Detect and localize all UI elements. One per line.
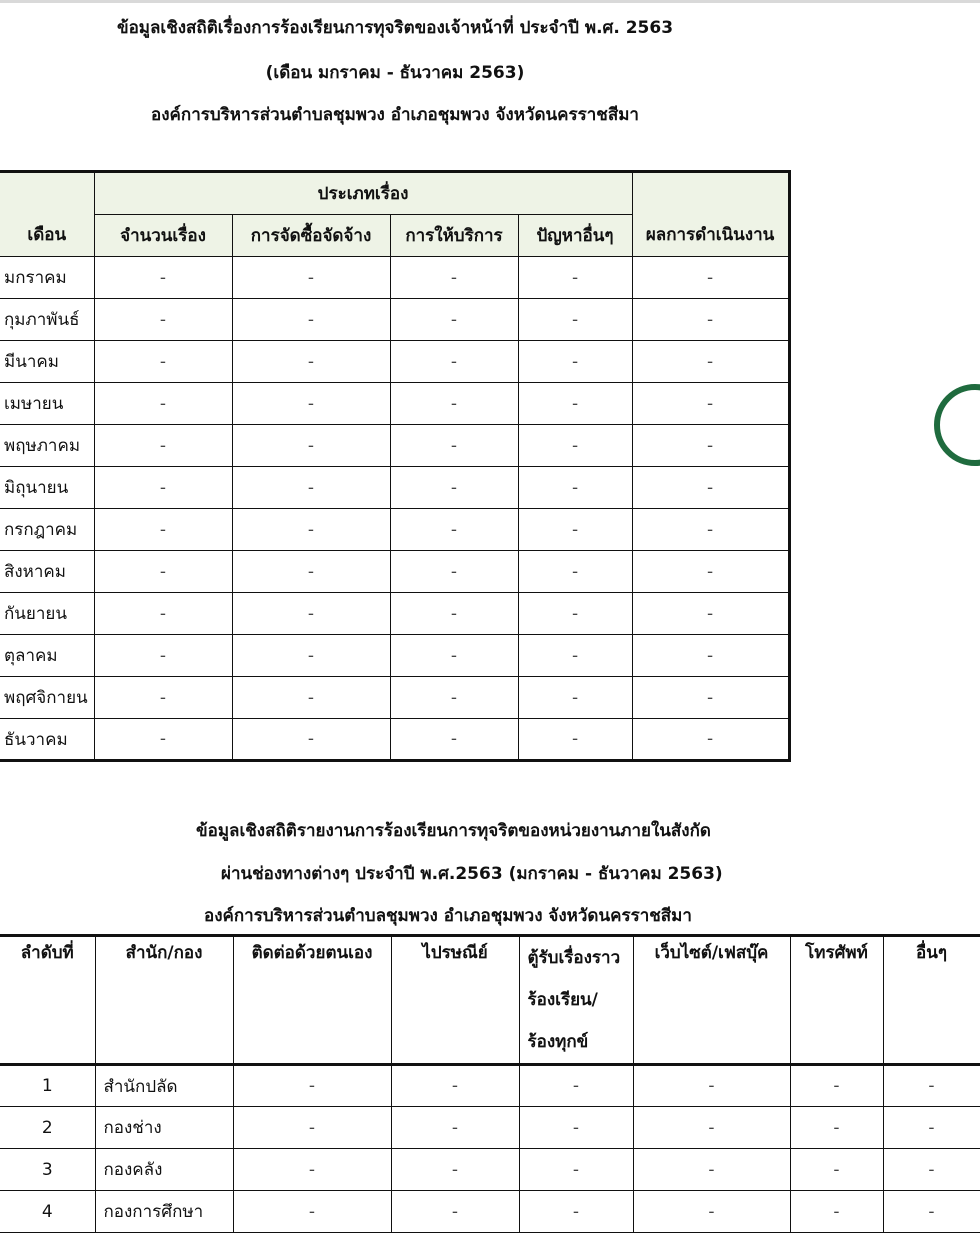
value-cell: - <box>94 593 232 635</box>
section1-title-line1 <box>0 14 790 41</box>
value-cell: - <box>633 1065 790 1107</box>
table-row <box>0 1149 980 1191</box>
value-cell: - <box>232 719 390 761</box>
section2-title-text1: ข้อมูลเชิงสถิติรายงานการร้องเรียนการทุจริตของหน่วยงานภายในสังกัด <box>196 821 711 841</box>
month-cell: พฤษภาคม <box>0 425 94 467</box>
value-cell: - <box>632 551 789 593</box>
header-month: เดือน <box>0 172 94 257</box>
value-cell: - <box>518 509 632 551</box>
value-cell: - <box>94 719 232 761</box>
value-cell: - <box>232 383 390 425</box>
value-cell: - <box>390 299 518 341</box>
header-other: ปัญหาอื่นๆ <box>518 215 632 257</box>
month-cell: พฤศจิกายน <box>0 677 94 719</box>
value-cell: - <box>790 1149 883 1191</box>
value-cell: - <box>519 1191 633 1233</box>
value-cell: - <box>391 1107 519 1149</box>
month-cell: สิงหาคม <box>0 551 94 593</box>
header-service: การให้บริการ <box>390 215 518 257</box>
value-cell: - <box>232 467 390 509</box>
section2-title-line2 <box>0 860 980 887</box>
value-cell: - <box>232 299 390 341</box>
value-cell: - <box>94 635 232 677</box>
value-cell: - <box>633 1107 790 1149</box>
value-cell: - <box>390 509 518 551</box>
table-row <box>0 467 789 509</box>
value-cell: - <box>232 677 390 719</box>
section2-title-line1 <box>0 817 980 844</box>
table-row <box>0 383 789 425</box>
value-cell: - <box>632 299 789 341</box>
value-cell: - <box>518 425 632 467</box>
table-row <box>0 1191 980 1233</box>
value-cell: - <box>883 1065 980 1107</box>
table-row <box>0 509 789 551</box>
value-cell: - <box>390 467 518 509</box>
value-cell: - <box>518 467 632 509</box>
value-cell: - <box>232 509 390 551</box>
value-cell: - <box>632 425 789 467</box>
value-cell: - <box>232 551 390 593</box>
value-cell: - <box>390 257 518 299</box>
section1-title-text2: (เดือน มกราคม - ธันวาคม 2563) <box>265 63 525 83</box>
value-cell: - <box>790 1107 883 1149</box>
value-cell: - <box>233 1149 391 1191</box>
header-phone: โทรศัพท์ <box>790 936 883 1065</box>
value-cell: - <box>94 299 232 341</box>
value-cell: - <box>519 1107 633 1149</box>
header-no: ลำดับที่ <box>0 936 95 1065</box>
value-cell: - <box>233 1107 391 1149</box>
row-number-cell: 3 <box>0 1149 95 1191</box>
header-in-person: ติดต่อด้วยตนเอง <box>233 936 391 1065</box>
table-row <box>0 425 789 467</box>
partial-logo-icon <box>934 384 980 466</box>
office-name-cell: กองคลัง <box>95 1149 233 1191</box>
value-cell: - <box>518 299 632 341</box>
value-cell: - <box>518 383 632 425</box>
value-cell: - <box>232 635 390 677</box>
table-row <box>0 257 789 299</box>
header-complaint-box <box>519 936 633 1065</box>
header-box-line2: ร้องเรียน/ <box>527 990 598 1010</box>
section2-title-line3 <box>0 902 980 929</box>
value-cell: - <box>518 257 632 299</box>
value-cell: - <box>390 425 518 467</box>
value-cell: - <box>232 593 390 635</box>
table-row <box>0 635 789 677</box>
value-cell: - <box>632 677 789 719</box>
value-cell: - <box>883 1191 980 1233</box>
value-cell: - <box>94 341 232 383</box>
top-border-line <box>0 0 980 3</box>
header-box-line1: ตู้รับเรื่องราว <box>527 948 621 968</box>
month-cell: เมษายน <box>0 383 94 425</box>
value-cell: - <box>390 341 518 383</box>
value-cell: - <box>94 551 232 593</box>
month-cell: ธันวาคม <box>0 719 94 761</box>
month-cell: ตุลาคม <box>0 635 94 677</box>
header-procurement: การจัดซื้อจัดจ้าง <box>232 215 390 257</box>
value-cell: - <box>883 1107 980 1149</box>
value-cell: - <box>633 1191 790 1233</box>
value-cell: - <box>94 257 232 299</box>
value-cell: - <box>519 1065 633 1107</box>
row-number-cell: 1 <box>0 1065 95 1107</box>
header-web: เว็บไซต์/เฟสบุ๊ค <box>633 936 790 1065</box>
value-cell: - <box>390 383 518 425</box>
complaints-by-channel-table <box>0 934 980 1233</box>
header-office: สำนัก/กอง <box>95 936 233 1065</box>
section1-title-line3 <box>0 101 790 128</box>
value-cell: - <box>632 635 789 677</box>
value-cell: - <box>232 341 390 383</box>
table-row <box>0 719 789 761</box>
section1-title-text1: ข้อมูลเชิงสถิติเรื่องการร้องเรียนการทุจริตของเจ้าหน้าที่ ประจำปี พ.ศ. 2563 <box>116 18 674 38</box>
month-cell: มีนาคม <box>0 341 94 383</box>
value-cell: - <box>391 1149 519 1191</box>
value-cell: - <box>390 719 518 761</box>
value-cell: - <box>632 593 789 635</box>
value-cell: - <box>632 509 789 551</box>
value-cell: - <box>390 635 518 677</box>
row-number-cell: 2 <box>0 1107 95 1149</box>
value-cell: - <box>233 1065 391 1107</box>
table-row <box>0 677 789 719</box>
value-cell: - <box>518 635 632 677</box>
table-row <box>0 1107 980 1149</box>
month-cell: กุมภาพันธ์ <box>0 299 94 341</box>
value-cell: - <box>390 551 518 593</box>
row-number-cell: 4 <box>0 1191 95 1233</box>
office-name-cell: สำนักปลัด <box>95 1065 233 1107</box>
header-result: ผลการดำเนินงาน <box>632 172 789 257</box>
header-category-group: ประเภทเรื่อง <box>94 172 632 215</box>
value-cell: - <box>94 467 232 509</box>
value-cell: - <box>632 341 789 383</box>
value-cell: - <box>632 383 789 425</box>
logo-clip <box>900 370 980 480</box>
value-cell: - <box>790 1065 883 1107</box>
value-cell: - <box>518 677 632 719</box>
complaints-by-month-table <box>0 170 791 762</box>
value-cell: - <box>94 677 232 719</box>
office-name-cell: กองการศึกษา <box>95 1191 233 1233</box>
value-cell: - <box>518 551 632 593</box>
value-cell: - <box>94 383 232 425</box>
value-cell: - <box>518 341 632 383</box>
value-cell: - <box>94 425 232 467</box>
month-cell: มกราคม <box>0 257 94 299</box>
value-cell: - <box>519 1149 633 1191</box>
month-cell: มิถุนายน <box>0 467 94 509</box>
value-cell: - <box>883 1149 980 1191</box>
section2-title-text2: ผ่านช่องทางต่างๆ ประจำปี พ.ศ.2563 (มกราคม - ธันวาคม 2563) <box>221 864 723 884</box>
table-row <box>0 551 789 593</box>
header-other-channel: อื่นๆ <box>883 936 980 1065</box>
value-cell: - <box>518 719 632 761</box>
header-count: จำนวนเรื่อง <box>94 215 232 257</box>
month-cell: กันยายน <box>0 593 94 635</box>
value-cell: - <box>518 593 632 635</box>
header-post: ไปรษณีย์ <box>391 936 519 1065</box>
value-cell: - <box>633 1149 790 1191</box>
table-row <box>0 593 789 635</box>
value-cell: - <box>94 509 232 551</box>
value-cell: - <box>632 467 789 509</box>
table-row <box>0 299 789 341</box>
table-row <box>0 341 789 383</box>
value-cell: - <box>391 1065 519 1107</box>
section1-title-line2 <box>0 59 790 86</box>
table-row <box>0 1065 980 1107</box>
value-cell: - <box>632 719 789 761</box>
value-cell: - <box>232 257 390 299</box>
value-cell: - <box>632 257 789 299</box>
value-cell: - <box>233 1191 391 1233</box>
value-cell: - <box>390 593 518 635</box>
office-name-cell: กองช่าง <box>95 1107 233 1149</box>
section2-title-text3: องค์การบริหารส่วนตำบลชุมพวง อำเภอชุมพวง จังหวัดนครราชสีมา <box>204 906 692 926</box>
value-cell: - <box>391 1191 519 1233</box>
value-cell: - <box>390 677 518 719</box>
header-box-line3: ร้องทุกข์ <box>527 1032 589 1052</box>
month-cell: กรกฎาคม <box>0 509 94 551</box>
value-cell: - <box>790 1191 883 1233</box>
section1-title-text3: องค์การบริหารส่วนตำบลชุมพวง อำเภอชุมพวง จังหวัดนครราชสีมา <box>151 105 639 125</box>
value-cell: - <box>232 425 390 467</box>
